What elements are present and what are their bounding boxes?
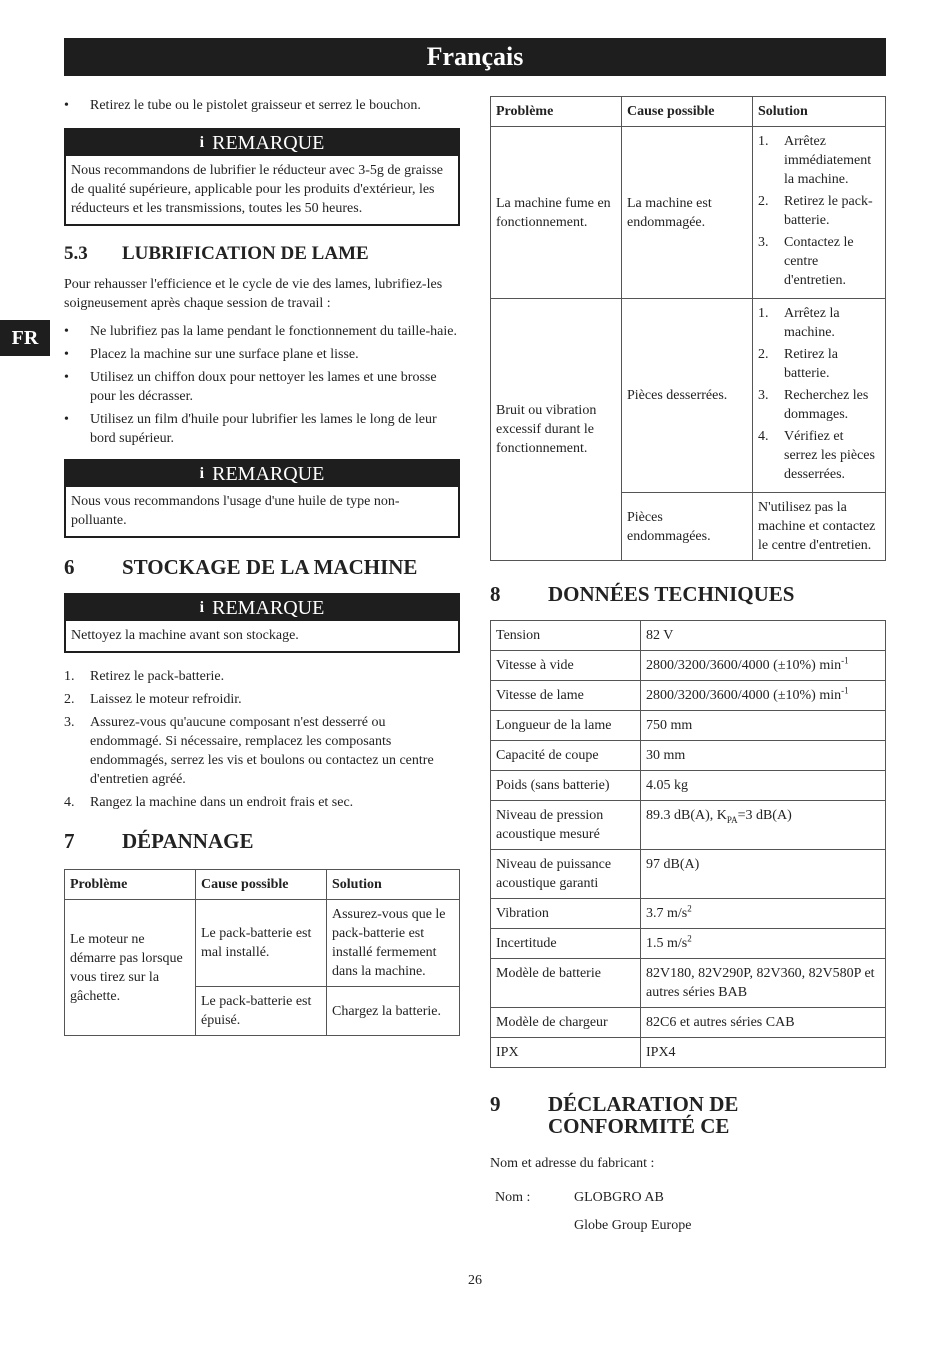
solution-steps [758,304,880,484]
step-text: Arrêtez immédiatement la machine. [784,134,872,187]
list-item: • Ne lubrifiez pas la lame pendant le fonctionnement du taille-haie. [64,322,460,341]
section-number: 5.3 [64,243,88,264]
superscript: -1 [841,655,849,666]
spec-value [641,929,886,959]
spec-value: IPX4 [641,1038,886,1068]
table-row [491,1038,886,1068]
section-title-line: CONFORMITÉ CE [548,1114,730,1138]
section-title: DONNÉES TECHNIQUES [548,582,795,606]
spec-label: Tension [491,621,641,651]
section-title: DÉPANNAGE [122,829,254,853]
step-number: 2. [64,692,75,707]
problem-cell: Bruit ou vibration excessif durant le fonctionnement. [491,299,622,561]
manufacturer-name-row-2 [490,1216,886,1235]
list-item: • Utilisez un chiffon doux pour nettoyer les lames et une brosse pour les décrasser. [64,368,460,406]
step-number: 4. [64,795,75,810]
section-heading-9 [490,1093,886,1137]
storage-steps [64,667,460,812]
manufacturer-intro: Nom et adresse du fabricant : [490,1156,655,1171]
list-item: • Placez la machine sur une surface plane et lisse. [64,345,460,364]
right-column [490,96,886,1235]
problem-cell: Le moteur ne démarre pas lorsque vous tirez sur la gâchette. [65,900,196,1036]
column-header: Problème [65,870,196,900]
step-number: 1. [758,134,769,149]
section-title: STOCKAGE DE LA MACHINE [122,555,418,579]
spec-value: 4.05 kg [641,771,886,801]
table-row [491,929,886,959]
solution-cell: Chargez la batterie. [327,987,460,1036]
step-text: Arrêtez la machine. [784,306,840,340]
note-box-storage [64,593,460,653]
spec-label: Niveau de puissance acoustique garanti [491,850,641,899]
table-row [491,127,886,299]
left-column [64,96,460,1036]
cause-cell: La machine est endommagée. [622,127,753,299]
solution-cell [753,299,886,493]
table-row [491,299,886,493]
section-title [548,1093,738,1137]
solution-cell: N'utilisez pas la machine et contactez le centre d'entretien. [753,493,886,561]
spec-value-text: 89.3 dB(A), K [646,808,727,823]
list-item [64,667,460,686]
spec-value-text: 2800/3200/3600/4000 (±10%) min [646,658,842,673]
spec-label: Vitesse à vide [491,651,641,681]
spec-label: Longueur de la lame [491,711,641,741]
language-tab: FR [0,320,50,356]
note-header [66,461,458,487]
step-number: 2. [758,347,769,362]
paragraph: Pour rehausser l'efficience et le cycle de vie des lames, lubrifiez-les soigneusement après chaque session de travail : [64,277,443,311]
table-row [491,741,886,771]
note-label: REMARQUE [212,597,325,619]
step-text: Assurez-vous qu'aucune composant n'est desserré ou endommagé. Si nécessaire, remplacez les composants endommagés, serrez les vis et boulons ou contactez un centre d'entretien agréé. [90,715,434,787]
note-text: Nous recommandons de lubrifier le réducteur avec 3-5g de graisse de qualité supérieure, applicable pour les produits d'extérieur, les réducteurs et les transmissions, toutes les 50 heures. [71,163,444,216]
spec-value-text: 2800/3200/3600/4000 (±10%) min [646,688,842,703]
list-item [758,427,880,484]
table-header-row [491,97,886,127]
note-text: Nous vous recommandons l'usage d'une huile de type non-polluante. [71,494,400,528]
table-row [65,900,460,987]
cause-cell: Le pack-batterie est épuisé. [196,987,327,1036]
spec-label: Poids (sans batterie) [491,771,641,801]
spec-label: Capacité de coupe [491,741,641,771]
list-item [758,345,880,383]
note-text: Nettoyez la machine avant son stockage. [71,628,299,643]
section-title-line: DÉCLARATION DE [548,1092,739,1116]
list-item [64,793,460,812]
step-text: Retirez le pack-batterie. [784,194,873,228]
section-heading-5-3 [64,244,460,263]
superscript: 2 [687,903,692,914]
list-item: • Utilisez un film d'huile pour lubrifier les lames le long de leur bord supérieur. [64,410,460,448]
list-item [758,192,880,230]
subscript: PA [726,814,738,825]
note-header [66,595,458,621]
spec-value-text: 3.7 m/s [646,906,688,921]
list-item: • Retirez le tube ou le pistolet graisseur et serrez le bouchon. [64,96,460,115]
spec-value [641,651,886,681]
table-header-row [65,870,460,900]
column-header: Cause possible [622,97,753,127]
spec-value: 82 V [641,621,886,651]
note-label: REMARQUE [212,132,325,154]
table-row [491,621,886,651]
intro-bullet-list [64,96,460,115]
note-label: REMARQUE [212,463,325,485]
spec-label: Vitesse de lame [491,681,641,711]
superscript: -1 [841,685,849,696]
spec-label: Modèle de batterie [491,959,641,1008]
list-item [64,713,460,789]
spec-label: IPX [491,1038,641,1068]
note-header [66,130,458,156]
step-number: 1. [64,669,75,684]
troubleshooting-table-right [490,96,886,561]
table-row [491,771,886,801]
column-header: Cause possible [196,870,327,900]
list-item [758,386,880,424]
table-row [491,899,886,929]
blade-lubrication-bullets [64,322,460,448]
cause-cell: Pièces endommagées. [622,493,753,561]
step-text: Retirez le pack-batterie. [90,669,225,684]
step-text: Recherchez les dommages. [784,388,869,422]
spec-value [641,681,886,711]
spec-value: 97 dB(A) [641,850,886,899]
info-icon: i [199,465,205,482]
solution-cell [753,127,886,299]
table-row [491,711,886,741]
solution-cell: Assurez-vous que le pack-batterie est installé fermement dans la machine. [327,900,460,987]
cause-cell: Pièces desserrées. [622,299,753,493]
table-row [491,801,886,850]
section-heading-6 [64,556,460,578]
troubleshooting-table-left [64,869,460,1036]
step-number: 4. [758,429,769,444]
name-value-2: Globe Group Europe [574,1218,692,1233]
spec-label: Modèle de chargeur [491,1008,641,1038]
list-item [758,233,880,290]
info-icon: i [199,599,205,616]
name-label: Nom : [495,1190,531,1205]
table-row [491,1008,886,1038]
page-header-title: Français [426,42,524,71]
step-number: 3. [758,388,769,403]
section-heading-7 [64,830,460,852]
step-text: Vérifiez et serrez les pièces desserrées. [784,429,875,482]
list-item [758,132,880,189]
page-number: 26 [468,1273,482,1288]
info-icon: i [199,134,205,151]
table-row [491,681,886,711]
spec-label: Incertitude [491,929,641,959]
spec-value-text: 1.5 m/s [646,936,688,951]
spec-value [641,801,886,850]
spec-label: Niveau de pression acoustique mesuré [491,801,641,850]
page-header [64,38,886,76]
column-header: Solution [753,97,886,127]
section-number: 9 [490,1092,501,1116]
step-text: Rangez la machine dans un endroit frais et sec. [90,795,354,810]
spec-value: 750 mm [641,711,886,741]
step-text: Laissez le moteur refroidir. [90,692,242,707]
section-heading-8 [490,583,886,605]
spec-value: 30 mm [641,741,886,771]
spec-value [641,899,886,929]
spec-value-text: =3 dB(A) [737,808,792,823]
spec-label: Vibration [491,899,641,929]
list-item [64,690,460,709]
step-text: Retirez la batterie. [784,347,839,381]
name-value: GLOBGRO AB [574,1190,664,1205]
note-box-gear-lubrication [64,128,460,226]
section-number: 7 [64,829,75,853]
column-header: Solution [327,870,460,900]
list-item [758,304,880,342]
solution-steps [758,132,880,290]
specs-table [490,620,886,1068]
spec-value: 82C6 et autres séries CAB [641,1008,886,1038]
column-header: Problème [491,97,622,127]
step-number: 2. [758,194,769,209]
table-row [491,651,886,681]
step-number: 1. [758,306,769,321]
section-number: 6 [64,555,75,579]
step-text: Contactez le centre d'entretien. [784,235,854,288]
spec-value: 82V180, 82V290P, 82V360, 82V580P et autres séries BAB [641,959,886,1008]
superscript: 2 [687,933,692,944]
step-number: 3. [64,715,75,730]
section-title: LUBRIFICATION DE LAME [122,243,369,264]
manufacturer-name-row [490,1188,886,1207]
problem-cell: La machine fume en fonctionnement. [491,127,622,299]
cause-cell: Le pack-batterie est mal installé. [196,900,327,987]
step-number: 3. [758,235,769,250]
section-number: 8 [490,582,501,606]
table-row [491,850,886,899]
note-box-oil [64,459,460,538]
table-row [491,959,886,1008]
